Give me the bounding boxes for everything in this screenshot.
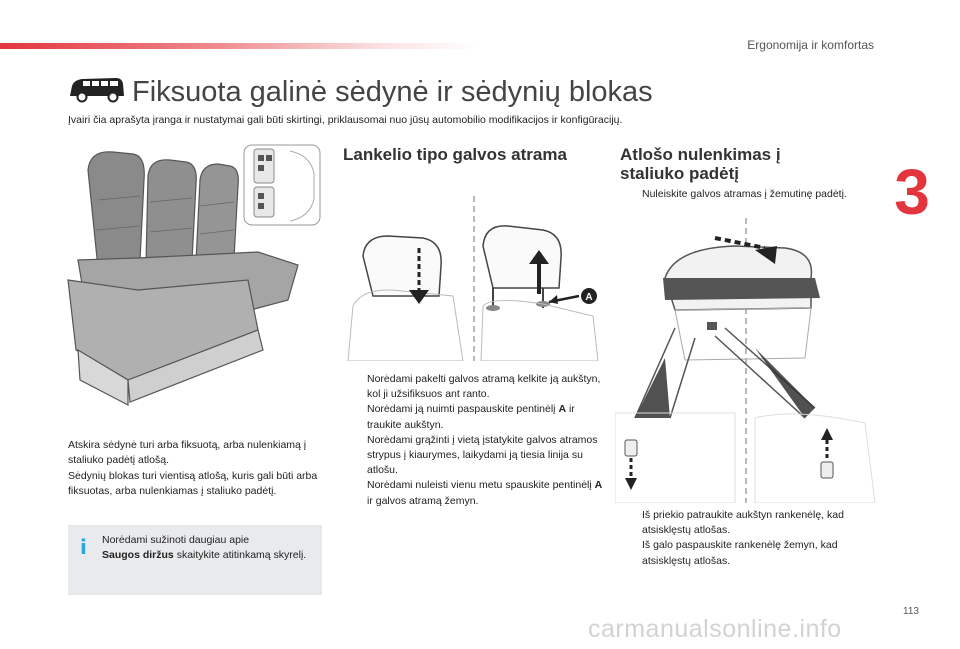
page-title: Fiksuota galinė sėdynė ir sėdynių blokas [132,76,653,108]
info-link-seat-belts: Saugos diržus [102,548,174,561]
step-text: Nuleiskite galvos atramas į žemutinę padėtį. [642,188,847,200]
label-a: A [585,292,593,303]
header-accent-bar [0,43,480,49]
backrest-step [620,187,880,202]
info-box-text [102,533,312,562]
vehicle-top-view-icon [240,143,325,227]
info-box [68,525,322,595]
info-icon: i [80,535,87,559]
section-name: Ergonomija ir komfortas [747,38,874,52]
backrest-steps-bottom [620,508,880,569]
headrest-step [345,372,605,402]
step-text-post: ir traukite aukštyn. [367,403,575,431]
backrest-heading: Atlošo nulenkimas į staliuko padėtį [620,145,781,183]
backrest-illustration [615,218,880,503]
headrest-illustration [343,196,608,361]
headrest-step [345,433,605,479]
step-bold: A [594,479,603,492]
step-text: Norėdami ją nuimti paspauskite pentinėlį [367,403,559,416]
seat-description-line: Sėdynių blokas turi vientisą atlošą, kuris gali būti arba fiksuotas, arba nulenkiamas į staliuko padėtį. [68,469,318,497]
step-text-post: ir galvos atramą žemyn. [367,494,479,507]
step-text: Iš galo paspauskite rankenėlę žemyn, kad atsisklęstų atlošas. [642,539,838,567]
headrest-steps [345,372,605,509]
van-icon [68,72,126,104]
info-text-after: skaitykite atitinkamą skyrelį. [176,548,307,561]
step-bold: A [558,403,567,416]
backrest-step-top [620,187,880,202]
step-text: Norėdami pakelti galvos atramą kelkite ją aukštyn, kol ji užsifiksuos ant ranto. [367,373,601,401]
backrest-step [620,508,880,538]
headrest-step [345,478,605,508]
backrest-step [620,538,880,568]
watermark: carmanualsonline.info [588,615,842,643]
seat-description-line: Atskira sėdynė turi arba fiksuotą, arba nulenkiamą į staliuko padėtį atlošą. [68,439,307,467]
chapter-number: 3 [894,156,930,228]
step-text: Iš priekio patraukite aukštyn rankenėlę, kad atsisklęstų atlošas. [642,509,844,537]
step-text: Norėdami nuleisti vienu metu spauskite pentinėlį [367,479,595,492]
step-text: Norėdami grąžinti į vietą įstatykite galvos atramos strypus į kiaurymes, laikydami ją tiesia linija su atlošu. [367,433,598,477]
info-text-before: Norėdami sužinoti daugiau apie [102,534,250,546]
page-number: 113 [903,606,919,617]
headrest-step [345,402,605,432]
seat-description [68,438,328,499]
intro-text: Įvairi čia aprašyta įranga ir nustatymai gali būti skirtingi, priklausomai nuo jūsų automobilio modifikacijos ir konfigūracijų. [68,114,623,126]
headrest-heading: Lankelio tipo galvos atrama [343,145,567,164]
